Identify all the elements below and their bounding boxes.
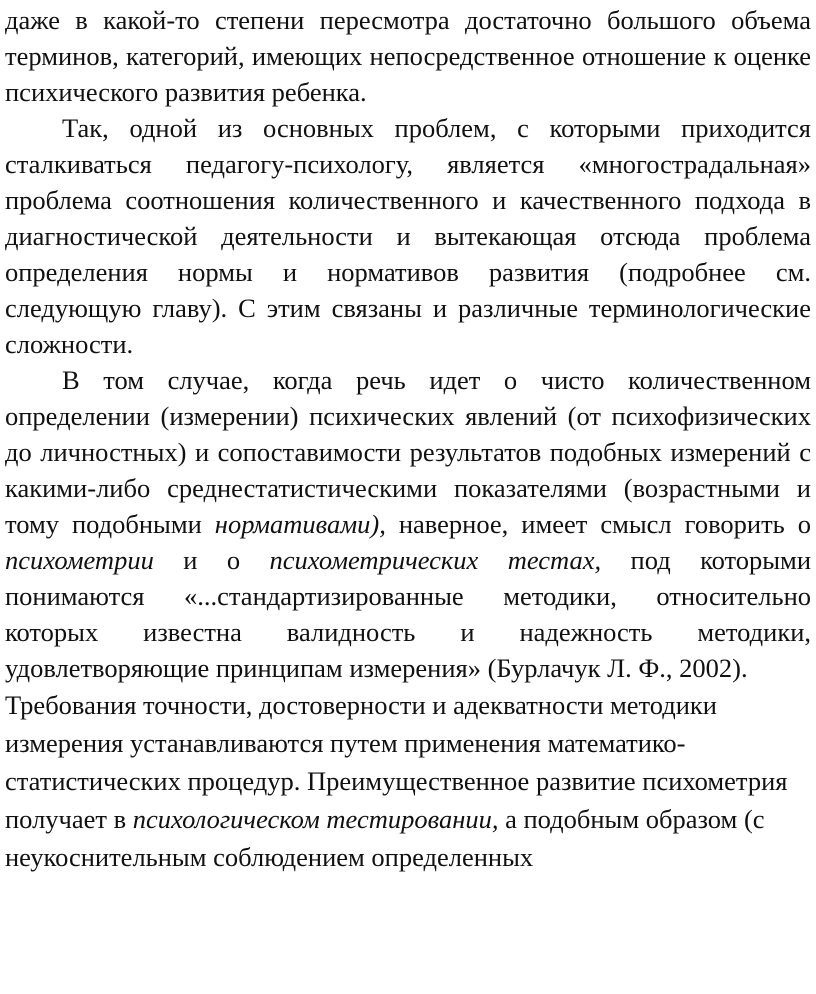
document-page [5, 2, 811, 876]
italic-term-psychometry: психометрии [5, 545, 154, 575]
italic-term-psychological-testing: психологическом тестировании, [132, 804, 499, 834]
text-run: и о [153, 545, 270, 575]
text-run: В том случае, когда речь идет о чисто количественном определении (измерении) психических явлений (от психофизических до личностных) и сопоставимости результатов подобных измерений с какими-либо среднестатистическими показателями (возрастными и тому подобными [5, 365, 811, 539]
text-run: а подобным образом (с неукоснительным соблюдением определенных [5, 804, 765, 872]
text-run: Требования точности, достоверности и адекватности методики измерения устанавливаются путем применения математико-статистических процедур. Преимущественное развитие психометрия получает в [5, 690, 788, 834]
paragraph-quantitative-qualitative: Так, одной из основных проблем, с которыми приходится сталкиваться педагогу-психологу, является «многострадальная» проблема соотношения количественного и качественного подхода в диагностической деятельности и вытекающая отсюда проблема определения нормы и нормативов развития (подробнее см. следующую главу). С этим связаны и различные терминологические сложности. [5, 113, 811, 359]
italic-term-normatives: нормативами), [214, 509, 386, 539]
paragraph-psychometrics [5, 362, 811, 686]
paragraph-accuracy-requirements [5, 686, 811, 876]
paragraph-continued: даже в какой-то степени пересмотра достаточно большого объема терминов, категорий, имеющих непосредственное отношение к оценке психического развития ребенка. [5, 5, 811, 107]
text-run: под которыми понимаются «...стандартизированные методики, относительно которых известна валидность и надежность методики, удовлетворяющие принципам измерения» (Бурлачук Л. Ф., 2002). [5, 545, 812, 683]
italic-term-psychometric-tests: психометрических тестах, [269, 545, 602, 575]
text-run: наверное, имеет смысл говорить о [385, 509, 811, 539]
